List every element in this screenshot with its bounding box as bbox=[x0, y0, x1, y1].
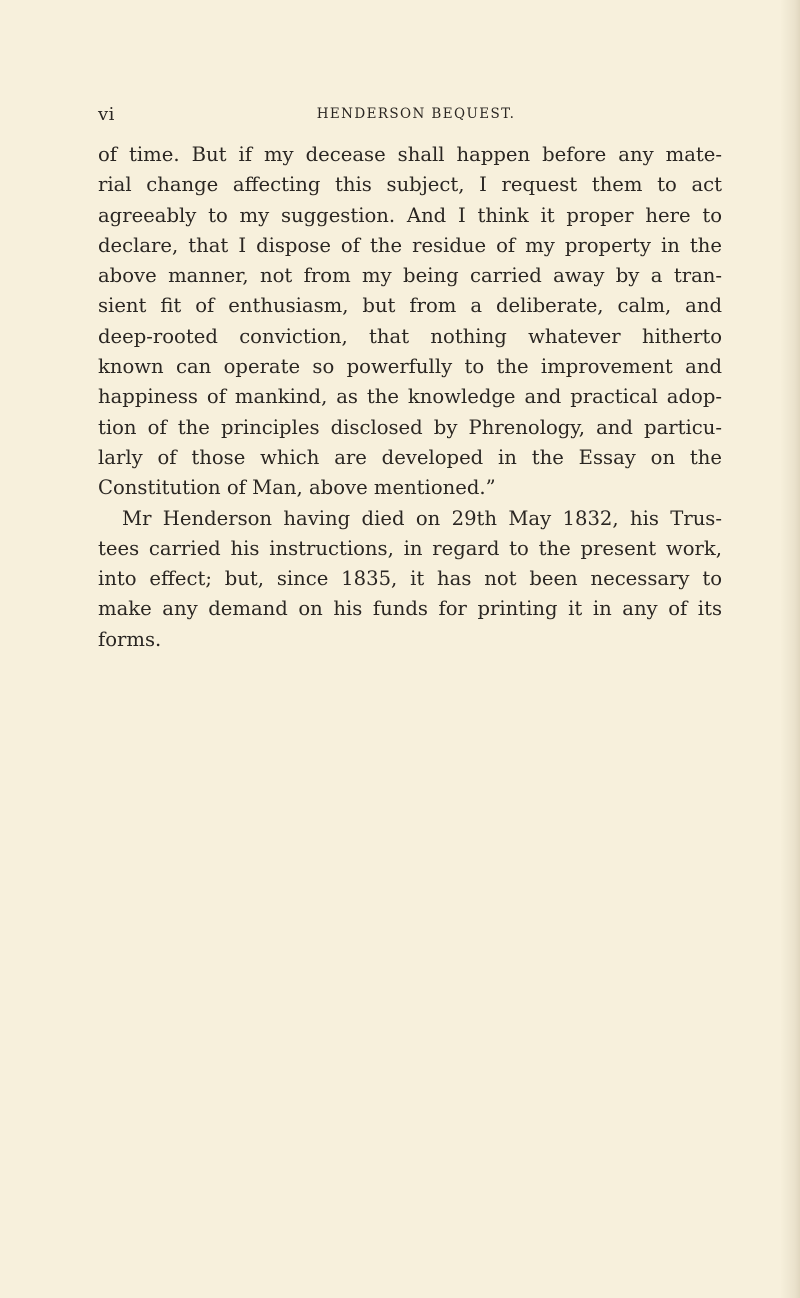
text-line: forms. bbox=[98, 627, 162, 651]
text-line: into effect; but, since 1835, it has not been necessary to bbox=[98, 567, 722, 591]
text-line: deep-rooted conviction, that nothing whatever hitherto bbox=[98, 324, 722, 348]
text-line: agreeably to my suggestion. And I think it proper here to bbox=[98, 203, 722, 227]
running-head bbox=[98, 104, 720, 128]
text-line: of time. But if my decease shall happen before any mate- bbox=[98, 143, 722, 166]
text-line: known can operate so powerfully to the improvement and bbox=[98, 355, 722, 379]
text-line: sient fit of enthusiasm, but from a deliberate, calm, and bbox=[98, 294, 722, 318]
body-text bbox=[98, 140, 722, 655]
running-title: HENDERSON BEQUEST. bbox=[316, 106, 516, 122]
text-line: make any demand on his funds for printing it in any of its bbox=[98, 597, 722, 621]
text-line: happiness of mankind, as the knowledge and practical adop- bbox=[98, 385, 722, 409]
text-line: tees carried his instructions, in regard to the present work, bbox=[98, 536, 722, 560]
text-line: above manner, not from my being carried away by a tran- bbox=[98, 264, 722, 288]
page-number: vi bbox=[98, 104, 115, 125]
text-line: Mr Henderson having died on 29th May 1832, his Trus- bbox=[122, 506, 722, 530]
text-line: larly of those which are developed in the Essay on the bbox=[98, 445, 722, 469]
text-line: Constitution of Man, above mentioned.” bbox=[98, 476, 496, 500]
text-line: rial change affecting this subject, I request them to act bbox=[98, 173, 722, 197]
text-line: declare, that I dispose of the residue of my property in the bbox=[98, 233, 722, 257]
text-line: tion of the principles disclosed by Phrenology, and particu- bbox=[98, 415, 722, 439]
